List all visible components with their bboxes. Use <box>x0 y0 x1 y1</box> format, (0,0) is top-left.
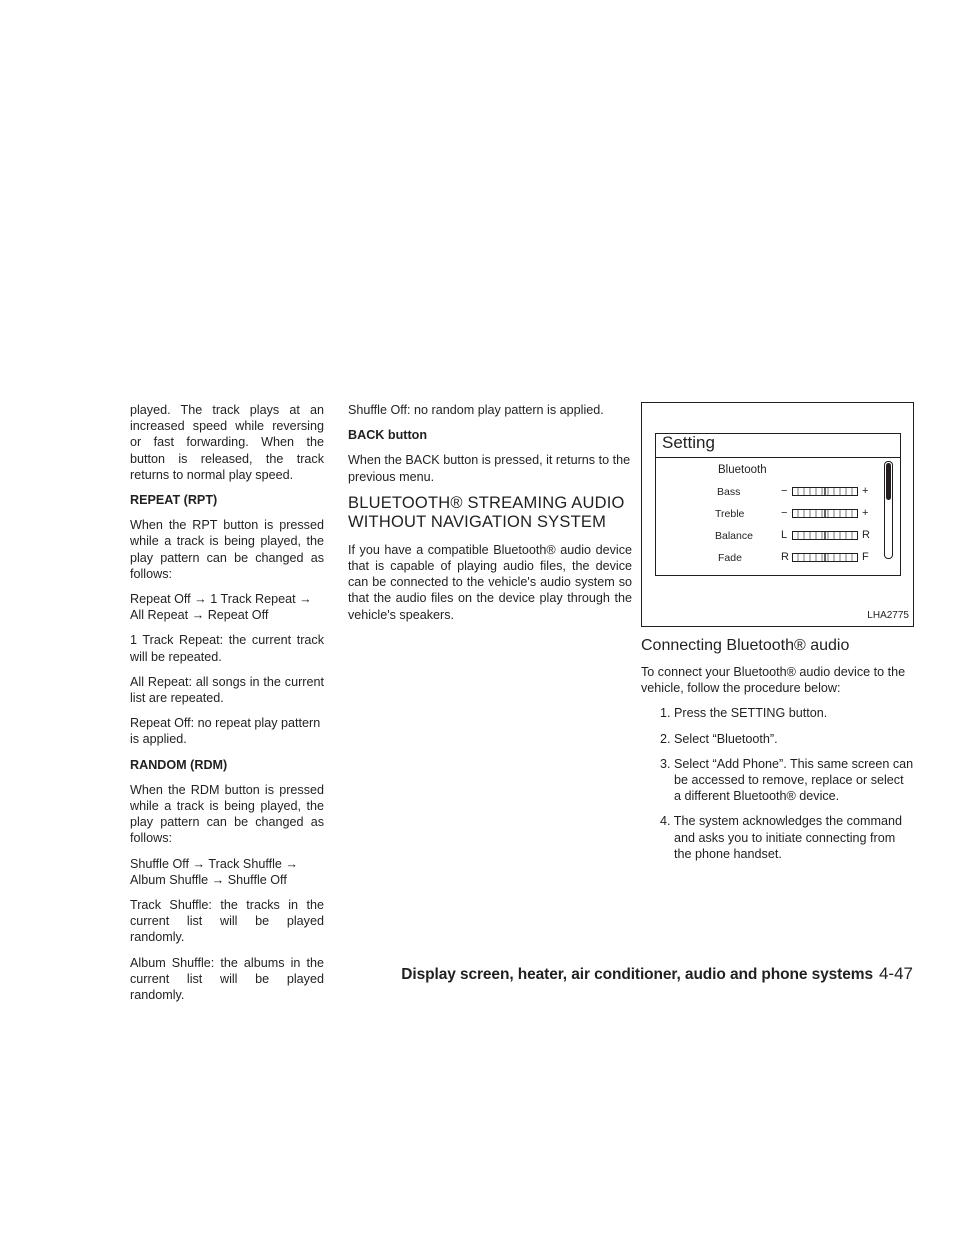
heading-bluetooth-streaming: BLUETOOTH® STREAMING AUDIO WITHOUT NAVIGATION SYSTEM <box>348 493 625 532</box>
step-item: 4. The system acknowledges the command and asks you to initiate connecting from the phone handset. <box>660 814 902 861</box>
step-item: 1. Press the SETTING button. <box>660 706 828 721</box>
slider-min-symbol: R <box>781 551 789 563</box>
slider-max-symbol: R <box>862 529 870 541</box>
slider-fade <box>656 550 869 566</box>
paragraph-repeat: When the RPT button is pressed while a track is being played, the play pattern can be changed as follows: <box>130 518 324 581</box>
paragraph-bluetooth-streaming: If you have a compatible Bluetooth® audio device that is capable of playing audio files, the device can be connected to the vehicle's audio system so that the audio files on the device play through the vehicle's speakers. <box>348 542 632 622</box>
slider-track <box>792 531 858 540</box>
random-sequence: Shuffle Off → Track Shuffle → Album Shuffle → Shuffle Off <box>130 856 298 887</box>
repeat-all: All Repeat: all songs in the current list are repeated. <box>130 674 324 706</box>
step-item: 3. Select “Add Phone”. This same screen can be accessed to remove, replace or select a different Bluetooth® device. <box>660 756 914 804</box>
row-label: Balance <box>715 530 753 542</box>
figure-code: LHA2775 <box>867 609 909 621</box>
repeat-one-track: 1 Track Repeat: the current track will be repeated. <box>130 633 324 664</box>
heading-repeat: REPEAT (RPT) <box>130 493 218 508</box>
paragraph-fast-forward: played. The track plays at an increased speed while reversing or fast forwarding. When the button is released, the track returns to normal play speed. <box>130 403 324 482</box>
slider-track <box>792 509 858 518</box>
slider-min-symbol: − <box>781 507 788 519</box>
track-shuffle: Track Shuffle: the tracks in the current list will be played randomly. <box>130 898 324 945</box>
slider-track <box>792 487 858 496</box>
column-middle <box>348 402 632 632</box>
heading-connecting-bluetooth: Connecting Bluetooth® audio <box>641 637 850 654</box>
steps-list <box>641 705 914 862</box>
slider-min-symbol: L <box>781 529 788 541</box>
step-item: 2. Select “Bluetooth”. <box>660 731 778 746</box>
footer-chapter-title: Display screen, heater, air conditioner, audio and phone systems <box>401 966 873 983</box>
slider-treble <box>656 506 869 522</box>
row-label: Bass <box>717 486 741 498</box>
slider-max-symbol: + <box>862 507 869 519</box>
slider-balance <box>656 528 870 544</box>
page-footer <box>0 964 913 984</box>
heading-random: RANDOM (RDM) <box>130 757 228 772</box>
paragraph-back: When the BACK button is pressed, it returns to the previous menu. <box>348 453 631 484</box>
slider-max-symbol: F <box>862 551 869 563</box>
slider-track <box>792 553 858 562</box>
paragraph-connecting-intro: To connect your Bluetooth® audio device to the vehicle, follow the procedure below: <box>641 665 906 696</box>
screen-divider <box>656 457 900 458</box>
heading-back-button: BACK button <box>348 428 428 443</box>
column-right <box>641 402 914 871</box>
shuffle-off: Shuffle Off: no random play pattern is applied. <box>348 403 604 417</box>
footer-page-number: 4-47 <box>878 964 913 983</box>
row-label: Fade <box>718 552 742 564</box>
repeat-sequence: Repeat Off → 1 Track Repeat → All Repeat → Repeat Off <box>130 592 312 623</box>
screen-title: Setting <box>662 433 715 452</box>
setting-screen <box>655 433 901 576</box>
column-left <box>130 402 324 1012</box>
setting-screen-figure <box>641 402 914 627</box>
slider-max-symbol: + <box>862 485 869 497</box>
album-shuffle: Album Shuffle: the albums in the current list will be played randomly. <box>130 955 324 1003</box>
scrollbar-thumb <box>886 463 891 500</box>
slider-bass <box>656 484 869 500</box>
repeat-off: Repeat Off: no repeat play pattern is applied. <box>130 716 321 747</box>
slider-min-symbol: − <box>781 485 788 497</box>
row-label: Treble <box>715 508 745 520</box>
menu-item-bluetooth: Bluetooth <box>718 464 767 476</box>
paragraph-random: When the RDM button is pressed while a track is being played, the play pattern can be changed as follows: <box>130 782 324 846</box>
screen-scrollbar <box>884 461 893 559</box>
